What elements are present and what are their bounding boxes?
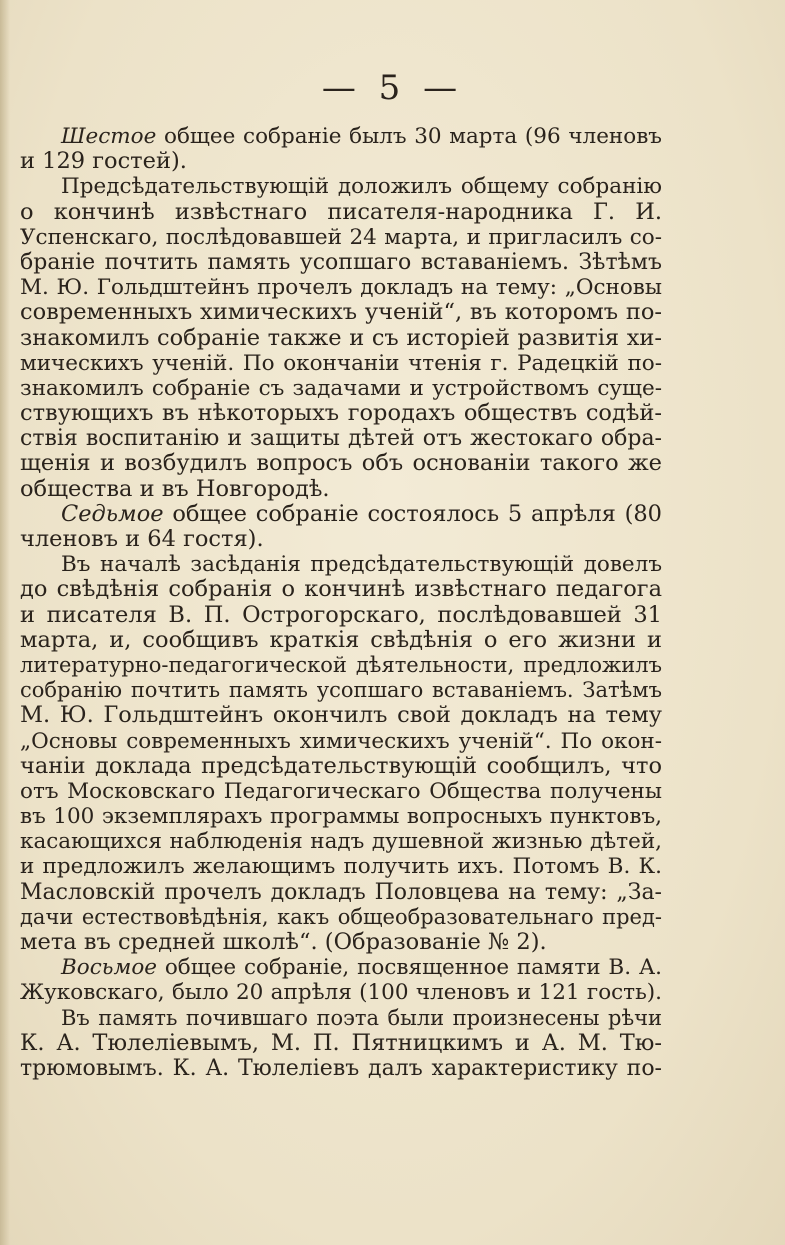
text-line bbox=[20, 527, 662, 552]
text-line bbox=[20, 174, 662, 199]
line-text: Жуковскаго, было 20 апрѣля (100 членовъ и 121 гость). bbox=[20, 980, 662, 1006]
line-text: Въ началѣ засѣданія предсѣдательствующій довелъ bbox=[61, 552, 662, 578]
text-line bbox=[20, 703, 662, 728]
text-line bbox=[20, 628, 662, 653]
line-text: дачи естествовѣдѣнія, какъ общеобразовательнаго пред- bbox=[20, 904, 662, 929]
line-text: К. А. Тюлеліевымъ, М. П. Пятницкимъ и А. М. Тю- bbox=[20, 1030, 662, 1056]
line-text: браніе почтить память усопшаго вставаніемъ. Зѣтѣмъ bbox=[20, 249, 662, 275]
line-text: общее собраніе былъ 30 марта (96 членовъ bbox=[164, 124, 662, 149]
line-text: до свѣдѣнія собранія о кончинѣ извѣстнаго педагога bbox=[20, 577, 662, 603]
line-text: щенія и возбудилъ вопросъ объ основаніи такого же bbox=[20, 451, 662, 477]
line-text: касающихся наблюденія надъ душевной жизнью дѣтей, bbox=[20, 829, 662, 855]
text-line bbox=[20, 930, 662, 955]
text-line bbox=[20, 829, 662, 854]
line-text: М. Ю. Гольдштейнъ окончилъ свой докладъ на тему bbox=[20, 703, 662, 729]
text-line bbox=[20, 854, 662, 879]
text-line bbox=[20, 754, 662, 779]
text-line bbox=[20, 955, 662, 980]
text-line bbox=[20, 351, 662, 376]
text-line bbox=[20, 250, 662, 275]
line-text: марта, и, сообщивъ краткія свѣдѣнія о его жизни и bbox=[20, 627, 662, 653]
line-text: отъ Московскаго Педагогическаго Общества получены bbox=[20, 778, 662, 804]
line-text: ствія воспитанію и защиты дѣтей отъ жестокаго обра- bbox=[20, 426, 662, 452]
line-text: и писателя В. П. Острогорскаго, послѣдовавшей 31 bbox=[20, 602, 662, 628]
italic-lead-word: Шестое bbox=[61, 124, 157, 149]
text-line bbox=[20, 880, 662, 905]
line-text: общее собраніе, посвященное памяти В. А. bbox=[164, 955, 662, 981]
line-text: знакомилъ собраніе также и съ исторіей развитія хи- bbox=[20, 325, 662, 351]
text-line bbox=[20, 905, 662, 930]
page-binding-edge bbox=[0, 0, 10, 1245]
line-text: современныхъ химическихъ ученій“, въ которомъ по- bbox=[20, 300, 662, 326]
line-text: въ 100 экземплярахъ программы вопросныхъ пунктовъ, bbox=[20, 804, 662, 830]
line-text: общества и въ Новгородѣ. bbox=[20, 476, 330, 502]
body-text bbox=[20, 124, 662, 1081]
line-text: мическихъ ученій. По окончаніи чтенія г. Радецкій по- bbox=[20, 350, 662, 376]
line-text: мета въ средней школѣ“. (Образованіе № 2). bbox=[20, 930, 547, 955]
line-text: ствующихъ въ нѣкоторыхъ городахъ обществъ содѣй- bbox=[20, 401, 662, 427]
line-text: Предсѣдательствующій доложилъ общему собранію bbox=[61, 174, 662, 200]
line-text: „Основы современныхъ химическихъ ученій“. По окон- bbox=[20, 728, 662, 754]
line-text: Въ память почившаго поэта были произнесены рѣчи bbox=[61, 1005, 662, 1030]
line-text: и предложилъ желающимъ получить ихъ. Потомъ В. К. bbox=[20, 854, 662, 880]
line-text: Успенскаго, послѣдовавшей 24 марта, и пригласилъ со- bbox=[20, 224, 662, 250]
text-line bbox=[20, 300, 662, 325]
line-text: членовъ и 64 гостя). bbox=[20, 527, 264, 552]
page-number: — 5 — bbox=[321, 68, 464, 108]
line-text: чаніи доклада предсѣдательствующій сообщилъ, что bbox=[20, 753, 662, 779]
italic-lead-word: Седьмое bbox=[61, 501, 164, 527]
line-text: общее собраніе состоялось 5 апрѣля (80 bbox=[172, 501, 662, 527]
line-text: литературно-педагогической дѣятельности, предложилъ bbox=[20, 652, 662, 677]
line-text: Масловскій прочелъ докладъ Половцева на тему: „За- bbox=[20, 879, 662, 905]
line-text: знакомилъ собраніе съ задачами и устройствомъ суще- bbox=[20, 375, 662, 401]
text-line bbox=[20, 577, 662, 602]
text-line bbox=[20, 1006, 662, 1031]
text-line bbox=[20, 376, 662, 401]
text-line bbox=[20, 1031, 662, 1056]
text-line bbox=[20, 502, 662, 527]
text-line bbox=[20, 149, 662, 174]
text-line bbox=[20, 477, 662, 502]
text-line bbox=[20, 426, 662, 451]
text-line bbox=[20, 124, 662, 149]
line-text: собранію почтить память усопшаго вставаніемъ. Затѣмъ bbox=[20, 678, 662, 703]
text-line bbox=[20, 779, 662, 804]
text-line bbox=[20, 225, 662, 250]
line-text: трюмовымъ. К. А. Тюлеліевъ далъ характеристику по- bbox=[20, 1055, 662, 1081]
text-line bbox=[20, 603, 662, 628]
text-line bbox=[20, 980, 662, 1005]
italic-lead-word: Восьмое bbox=[61, 955, 157, 981]
line-text: М. Ю. Гольдштейнъ прочелъ докладъ на тему: „Основы bbox=[20, 275, 662, 301]
text-line bbox=[20, 678, 662, 703]
text-line bbox=[20, 401, 662, 426]
text-line bbox=[20, 451, 662, 476]
text-line bbox=[20, 729, 662, 754]
text-line bbox=[20, 552, 662, 577]
line-text: и 129 гостей). bbox=[20, 149, 187, 175]
text-line bbox=[20, 200, 662, 225]
text-line bbox=[20, 326, 662, 351]
text-line bbox=[20, 804, 662, 829]
line-text: о кончинѣ извѣстнаго писателя-народника Г. И. bbox=[20, 199, 662, 225]
text-line bbox=[20, 1056, 662, 1081]
text-line bbox=[20, 653, 662, 678]
text-line bbox=[20, 275, 662, 300]
